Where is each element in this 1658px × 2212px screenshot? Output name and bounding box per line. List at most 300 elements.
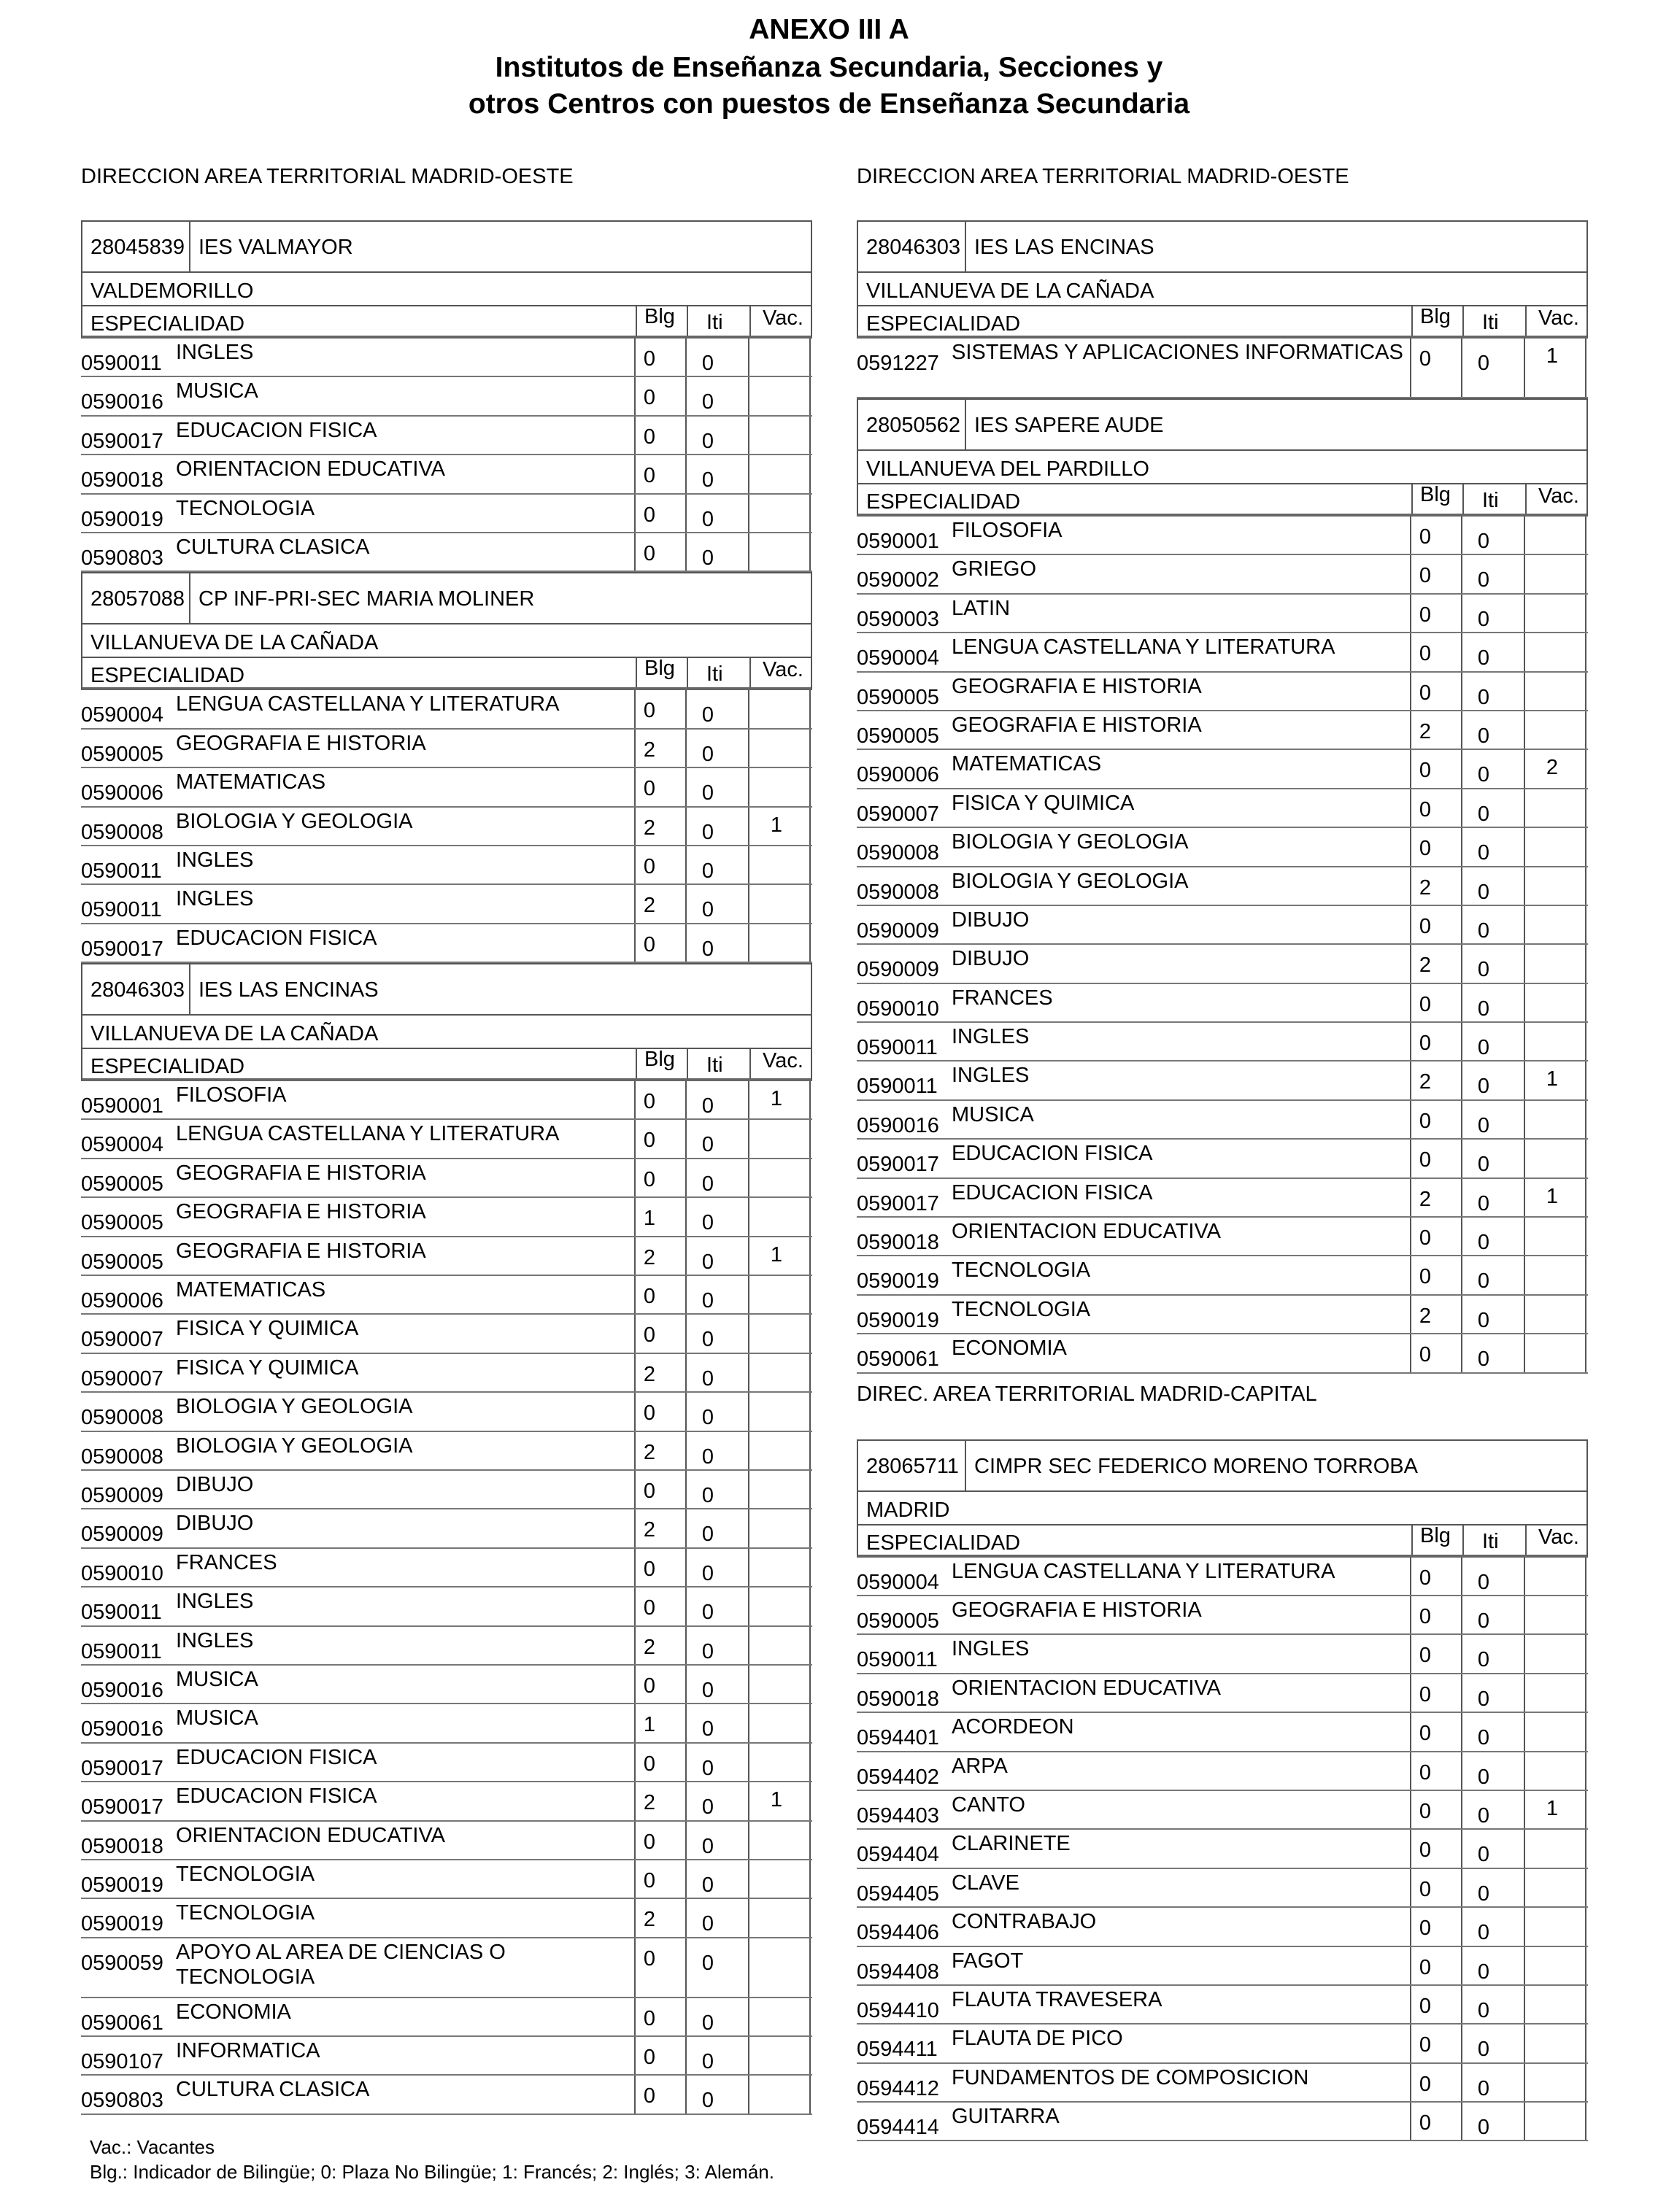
column-divider	[1585, 339, 1586, 397]
column-divider	[1461, 945, 1462, 982]
iti-value: 0	[1477, 1191, 1490, 1215]
column-divider	[1524, 555, 1525, 592]
table-row	[857, 2025, 1588, 2063]
especialidad-name: FLAUTA DE PICO	[952, 2027, 1123, 2051]
column-divider	[748, 2037, 749, 2074]
table-row	[857, 595, 1588, 633]
column-divider	[1585, 1256, 1586, 1293]
especialidad-code: 0590011	[81, 352, 162, 375]
especialidad-code: 0594414	[857, 2116, 939, 2140]
table-row	[81, 1471, 812, 1509]
column-divider	[1411, 306, 1413, 336]
column-divider	[1524, 1752, 1525, 1790]
table-row	[81, 1998, 812, 2037]
especialidad-code: 0590018	[81, 468, 163, 492]
table-row	[81, 1744, 812, 1782]
column-divider	[1461, 1179, 1462, 1216]
especialidad-name: DIBUJO	[952, 947, 1030, 971]
especialidad-code: 0590005	[81, 1211, 163, 1235]
center-code: 28057088	[82, 573, 190, 623]
table-row	[857, 1296, 1588, 1334]
column-divider	[1461, 1908, 1462, 1945]
column-divider	[809, 1315, 811, 1352]
especialidad-name: BIOLOGIA Y GEOLOGIA	[176, 1434, 413, 1458]
especialidad-code: 0590019	[857, 1308, 939, 1332]
column-divider	[809, 730, 811, 767]
especialidad-name: FRANCES	[952, 986, 1053, 1010]
column-divider	[1585, 1296, 1586, 1333]
especialidad-name: SISTEMAS Y APLICACIONES INFORMATICAS	[952, 341, 1403, 364]
column-divider	[634, 924, 636, 962]
especialidad-code: 0594404	[857, 1843, 939, 1867]
especialidad-code: 0590008	[857, 841, 939, 865]
direccion-area: DIRECCION AREA TERRITORIAL MADRID-OESTE	[81, 165, 574, 188]
column-divider	[634, 885, 636, 922]
table-row	[857, 555, 1588, 594]
column-divider	[636, 658, 637, 687]
especialidad-code: 0590008	[81, 820, 163, 844]
column-divider	[809, 1549, 811, 1586]
blg-value: 0	[643, 1946, 656, 1971]
column-divider	[685, 808, 687, 845]
center-block	[81, 220, 812, 572]
column-divider	[1410, 1791, 1411, 1828]
column-divider	[748, 2076, 749, 2113]
iti-value: 0	[1477, 530, 1490, 553]
especialidad-name: TECNOLOGIA	[176, 496, 315, 520]
column-divider	[685, 1588, 687, 1625]
iti-value: 0	[1477, 1609, 1490, 1633]
blg-value: 1	[643, 1207, 656, 1231]
column-divider	[1411, 1525, 1413, 1555]
table-row	[81, 339, 812, 377]
table-row	[857, 1256, 1588, 1295]
column-divider	[1461, 673, 1462, 710]
vac-value: 1	[770, 1788, 783, 1812]
column-divider	[1524, 2103, 1525, 2140]
column-divider	[809, 1393, 811, 1430]
table-row	[857, 1986, 1588, 2025]
especialidad-code: 0590005	[857, 1609, 939, 1633]
column-divider	[634, 846, 636, 883]
blg-value: 0	[1419, 1644, 1432, 1668]
column-divider	[748, 1315, 749, 1352]
center-name: IES LAS ENCINAS	[198, 978, 379, 1002]
especialidad-code: 0590016	[81, 1678, 163, 1702]
table-row	[81, 2037, 812, 2076]
column-divider	[685, 1315, 687, 1352]
column-divider	[1524, 2025, 1525, 2062]
iti-value: 0	[701, 781, 714, 805]
iti-value: 0	[1477, 1269, 1490, 1293]
column-divider	[685, 1549, 687, 1586]
iti-value: 0	[1477, 1882, 1490, 1906]
especialidad-name: EDUCACION FISICA	[176, 1745, 377, 1769]
center-name: CIMPR SEC FEDERICO MORENO TORROBA	[974, 1454, 1418, 1478]
column-divider	[1524, 828, 1525, 865]
table-row	[857, 633, 1588, 672]
especialidad-name: DIBUJO	[176, 1512, 254, 1536]
column-divider	[1585, 673, 1586, 710]
blg-value: 0	[1419, 1760, 1432, 1784]
column-divider	[685, 1393, 687, 1430]
blg-value: 0	[1419, 1877, 1432, 1901]
column-divider	[809, 1432, 811, 1469]
iti-value: 0	[1477, 1726, 1490, 1750]
table-row	[81, 377, 812, 416]
blg-value: 2	[1419, 1187, 1432, 1211]
iti-value: 0	[701, 1366, 714, 1391]
column-divider	[809, 1782, 811, 1820]
blg-value: 0	[1419, 797, 1432, 821]
blg-value: 0	[1419, 1682, 1432, 1706]
blg-value: 0	[1419, 1994, 1432, 2018]
especialidad-code: 0590005	[81, 1172, 163, 1196]
column-divider	[1524, 945, 1525, 982]
column-divider	[1524, 906, 1525, 943]
vac-header: Vac.	[1538, 1525, 1579, 1549]
column-divider	[634, 1471, 636, 1508]
column-divider	[1461, 1791, 1462, 1828]
column-divider	[634, 1081, 636, 1118]
column-divider	[809, 1120, 811, 1157]
vac-header: Vac.	[763, 658, 803, 682]
column-divider	[1585, 984, 1586, 1021]
blg-value: 0	[643, 2006, 656, 2030]
column-divider	[748, 690, 749, 727]
column-divider	[1410, 1635, 1411, 1672]
column-divider	[1524, 673, 1525, 710]
especialidad-code: 0590004	[81, 703, 163, 727]
column-divider	[809, 377, 811, 414]
iti-value: 0	[1477, 958, 1490, 982]
iti-value: 0	[701, 1172, 714, 1196]
vac-header: Vac.	[1538, 306, 1579, 330]
column-divider	[1461, 1140, 1462, 1177]
column-divider	[1585, 1023, 1586, 1060]
especialidad-name: GEOGRAFIA E HISTORIA	[952, 1598, 1202, 1622]
especialidad-name: BIOLOGIA Y GEOLOGIA	[952, 869, 1189, 893]
table-row	[81, 1822, 812, 1860]
especialidad-name: CLARINETE	[952, 1832, 1071, 1856]
iti-value: 0	[701, 352, 714, 375]
especialidad-code: 0591227	[857, 352, 939, 375]
column-divider	[748, 924, 749, 962]
column-divider	[1524, 1908, 1525, 1945]
iti-value: 0	[1477, 997, 1490, 1021]
blg-header: Blg	[644, 305, 675, 328]
footnotes	[90, 2135, 774, 2184]
column-divider	[1410, 1674, 1411, 1712]
table-row	[81, 885, 812, 924]
blg-value: 0	[1419, 2111, 1432, 2135]
column-divider	[634, 339, 636, 376]
column-divider	[634, 377, 636, 414]
column-divider	[809, 846, 811, 883]
especialidad-code: 0590017	[857, 1153, 939, 1177]
column-divider	[685, 1822, 687, 1859]
table-row	[857, 984, 1588, 1023]
column-divider	[1524, 1713, 1525, 1750]
iti-value: 0	[1477, 2038, 1490, 2062]
especialidad-code: 0590018	[857, 1231, 939, 1255]
column-divider	[1524, 1334, 1525, 1372]
column-divider	[634, 1432, 636, 1469]
especialidad-name: EDUCACION FISICA	[176, 418, 377, 442]
column-divider	[1524, 750, 1525, 787]
column-divider	[1461, 984, 1462, 1021]
column-divider	[1461, 1830, 1462, 1867]
center-block	[857, 398, 1588, 1374]
column-divider	[809, 455, 811, 492]
blg-value: 0	[1419, 603, 1432, 627]
especialidad-code: 0590011	[81, 1601, 162, 1625]
column-divider	[687, 658, 688, 687]
column-divider	[634, 1860, 636, 1898]
column-divider	[1585, 867, 1586, 905]
blg-value: 0	[1419, 1566, 1432, 1590]
column-divider	[748, 1666, 749, 1703]
column-divider	[748, 1198, 749, 1235]
iti-value: 0	[701, 1834, 714, 1858]
column-divider	[685, 455, 687, 492]
column-divider	[636, 306, 637, 336]
column-divider	[1585, 1752, 1586, 1790]
column-divider	[685, 1704, 687, 1741]
table-row	[857, 1635, 1588, 1674]
table-row	[81, 1627, 812, 1666]
blg-value: 1	[643, 1713, 656, 1737]
blg-value: 0	[1419, 1838, 1432, 1863]
column-divider	[1585, 517, 1586, 554]
especialidad-code: 0590019	[81, 1873, 163, 1897]
column-divider	[1410, 984, 1411, 1021]
column-header	[857, 483, 1588, 517]
especialidad-name: FILOSOFIA	[952, 519, 1063, 542]
column-divider	[685, 495, 687, 532]
column-divider	[1585, 1558, 1586, 1595]
column-divider	[685, 533, 687, 571]
blg-header: Blg	[1420, 305, 1451, 328]
column-divider	[634, 1549, 636, 1586]
iti-value: 0	[701, 546, 714, 570]
blg-value: 0	[643, 1401, 656, 1426]
column-divider	[634, 1627, 636, 1664]
blg-value: 0	[1419, 2072, 1432, 2096]
especialidad-code: 0590061	[81, 2011, 163, 2035]
center-header	[857, 398, 1588, 449]
column-divider	[1461, 1101, 1462, 1138]
especialidad-code: 0594408	[857, 1960, 939, 1984]
column-divider	[634, 533, 636, 571]
annex-title: ANEXO III A	[749, 14, 909, 45]
column-divider	[809, 2037, 811, 2074]
column-divider	[809, 1938, 811, 1997]
column-divider	[1524, 1558, 1525, 1595]
table-row	[81, 1393, 812, 1431]
especialidad-name: BIOLOGIA Y GEOLOGIA	[952, 830, 1189, 854]
blg-value: 0	[643, 503, 656, 527]
column-divider	[1585, 1869, 1586, 1906]
column-divider	[1585, 1179, 1586, 1216]
blg-value: 2	[1419, 1070, 1432, 1094]
column-header	[81, 305, 812, 339]
especialidad-code: 0590002	[857, 568, 939, 592]
center-name: IES SAPERE AUDE	[974, 414, 1164, 437]
blg-value: 0	[643, 1752, 656, 1776]
column-divider	[634, 495, 636, 532]
especialidad-code: 0594405	[857, 1882, 939, 1906]
column-divider	[809, 690, 811, 727]
blg-header: Blg	[1420, 483, 1451, 506]
column-divider	[1524, 1179, 1525, 1216]
center-locality: VILLANUEVA DE LA CAÑADA	[857, 271, 1588, 305]
column-divider	[1461, 2103, 1462, 2140]
table-row	[857, 1179, 1588, 1218]
column-divider	[1461, 1296, 1462, 1333]
vac-value: 1	[1546, 1067, 1559, 1091]
especialidad-code: 0590009	[857, 919, 939, 943]
column-divider	[1410, 1296, 1411, 1333]
especialidad-code: 0594403	[857, 1803, 939, 1828]
column-divider	[634, 690, 636, 727]
column-divider	[748, 1860, 749, 1898]
blg-value: 0	[643, 1830, 656, 1854]
especialidad-code: 0590011	[857, 1648, 938, 1672]
iti-header: Iti	[1482, 489, 1499, 512]
blg-value: 2	[643, 894, 656, 918]
especialidad-code: 0590008	[81, 1445, 163, 1469]
column-divider	[685, 924, 687, 962]
blg-value: 0	[643, 854, 656, 878]
table-row	[857, 1558, 1588, 1596]
column-divider	[634, 1354, 636, 1391]
iti-value: 0	[701, 1250, 714, 1274]
column-divider	[1585, 2025, 1586, 2062]
column-divider	[1585, 2103, 1586, 2140]
especialidad-name: MUSICA	[176, 1706, 258, 1730]
column-divider	[1410, 1061, 1411, 1099]
especialidad-name: BIOLOGIA Y GEOLOGIA	[176, 1395, 413, 1419]
iti-value: 0	[701, 2050, 714, 2074]
especialidad-name: ARPA	[952, 1754, 1008, 1778]
iti-value: 0	[701, 2011, 714, 2035]
column-divider	[748, 1704, 749, 1741]
especialidad-name: CULTURA CLASICA	[176, 2078, 370, 2102]
right-column	[857, 161, 1588, 2141]
blg-value: 0	[643, 541, 656, 565]
iti-value: 0	[701, 1328, 714, 1352]
column-divider	[1585, 711, 1586, 749]
column-divider	[1585, 750, 1586, 787]
especialidad-name: ECONOMIA	[952, 1337, 1067, 1361]
especialidad-code: 0594412	[857, 2076, 939, 2100]
blg-value: 2	[1419, 719, 1432, 743]
especialidad-name: EDUCACION FISICA	[176, 1784, 377, 1809]
especialidad-name: MUSICA	[952, 1102, 1034, 1126]
table-row	[857, 789, 1588, 828]
column-divider	[809, 1509, 811, 1547]
column-divider	[809, 1198, 811, 1235]
column-divider	[1410, 517, 1411, 554]
column-divider	[1524, 867, 1525, 905]
center-header	[857, 220, 1588, 271]
especialidad-name: CONTRABAJO	[952, 1910, 1097, 1934]
especialidad-name: TECNOLOGIA	[176, 1862, 315, 1886]
column-divider	[1585, 906, 1586, 943]
blg-value: 0	[1419, 1032, 1432, 1056]
table-row	[81, 1198, 812, 1237]
column-divider	[634, 1276, 636, 1313]
column-divider	[748, 339, 749, 376]
center-header	[81, 963, 812, 1014]
column-divider	[749, 306, 751, 336]
center-code: 28045839	[82, 222, 190, 271]
iti-value: 0	[701, 1483, 714, 1507]
table-row	[81, 1938, 812, 1998]
blg-value: 0	[643, 1090, 656, 1114]
column-divider	[1410, 555, 1411, 592]
column-divider	[1524, 1596, 1525, 1633]
column-divider	[1585, 1713, 1586, 1750]
especialidad-name: ORIENTACION EDUCATIVA	[176, 457, 445, 482]
iti-value: 0	[701, 820, 714, 844]
especialidad-code: 0590007	[81, 1366, 163, 1391]
column-divider	[1585, 945, 1586, 982]
especialidad-name: CANTO	[952, 1793, 1025, 1817]
blg-value: 0	[1419, 681, 1432, 705]
especialidad-name: INFORMATICA	[176, 2039, 320, 2063]
column-divider	[1524, 1256, 1525, 1293]
column-divider	[685, 1899, 687, 1936]
center-locality: VILLANUEVA DE LA CAÑADA	[81, 623, 812, 657]
column-divider	[634, 2037, 636, 2074]
blg-value: 2	[643, 1635, 656, 1659]
column-divider	[634, 808, 636, 845]
blg-value: 0	[643, 425, 656, 449]
table-row	[81, 1899, 812, 1938]
center-name: IES LAS ENCINAS	[974, 236, 1154, 259]
iti-value: 0	[1477, 919, 1490, 943]
column-divider	[634, 1159, 636, 1196]
column-divider	[1525, 484, 1527, 514]
column-divider	[748, 846, 749, 883]
column-divider	[1585, 1596, 1586, 1633]
blg-value: 0	[1419, 2033, 1432, 2057]
column-divider	[1585, 1908, 1586, 1945]
especialidad-code: 0590004	[857, 646, 939, 670]
column-divider	[748, 1159, 749, 1196]
column-divider	[1461, 1596, 1462, 1633]
especialidad-code: 0590003	[857, 607, 939, 631]
blg-value: 0	[643, 699, 656, 723]
column-divider	[748, 533, 749, 571]
table-row	[81, 924, 812, 963]
blg-header: Blg	[644, 1048, 675, 1072]
table-row	[857, 1334, 1588, 1373]
column-divider	[1461, 789, 1462, 827]
column-divider	[685, 2076, 687, 2113]
center-name: IES VALMAYOR	[198, 236, 353, 259]
column-divider	[1585, 595, 1586, 632]
column-divider	[748, 885, 749, 922]
column-divider	[748, 377, 749, 414]
especialidad-code: 0590107	[81, 2050, 163, 2074]
especialidad-name: FUNDAMENTOS DE COMPOSICION	[952, 2065, 1309, 2089]
column-divider	[748, 1276, 749, 1313]
column-divider	[1524, 1791, 1525, 1828]
especialidad-code: 0590005	[81, 742, 163, 766]
